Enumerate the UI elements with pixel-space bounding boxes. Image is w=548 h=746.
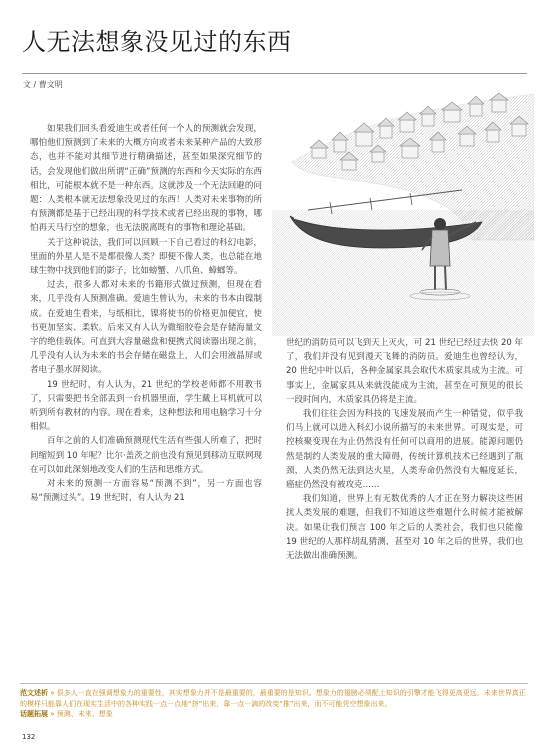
topic-marker: » xyxy=(50,710,55,718)
topic-text: 预测、未来、想象 xyxy=(56,710,113,718)
topic-note xyxy=(20,709,528,720)
article-illustration xyxy=(272,90,534,336)
notes-divider xyxy=(20,683,528,684)
paragraph: 我们知道，世界上有无数优秀的人才正在努力解决这些困扰人类发展的难题，但我们不知道这些难题什么时候才能被解决。如果让我们预言 100 年之后的人类社会，我们也只能像 19 世纪的人那样胡乱猜测，甚至对 10 年之后的世界，我们也无法做出准确预测。 xyxy=(286,494,523,562)
review-note xyxy=(20,688,528,709)
paragraph: 世纪的消防员可以飞到天上灭火，可 21 世纪已经过去快 20 年了，我们并没有见到漫天飞舞的消防员。爱迪生也曾经认为，20 世纪中叶以后，各种金属家具会取代木质家具成为主流。可事实上，金属家具从来就没能成为主流，甚至在可预见的很长一段时间内，木质家具仍将是主流。 xyxy=(286,338,523,405)
paragraph: 对未来的预测一方面容易“预测不到”，另一方面也容易“预测过头”。19 世纪时，有人认为 21 xyxy=(30,479,262,504)
paragraph: 19 世纪时，有人认为，21 世纪的学校老师都不用教书了，只需要把书全部丢到一台机器里面，学生戴上耳机就可以听到所有教材的内容。现在看来，这种想法和用电脑学习十分相似。 xyxy=(30,379,262,433)
review-marker: » xyxy=(50,689,55,697)
review-label: 范文述析 xyxy=(20,689,48,697)
title-divider xyxy=(22,73,527,74)
article-body-left xyxy=(30,122,262,505)
article-title: 人无法想象没见过的东西 xyxy=(22,28,292,56)
paragraph: 关于这种说法，我们可以回顾一下自己看过的科幻电影，里面的外星人是不是都很像人类？即便不像人类，也总能在地球生物中找到他们的影子，比如螃蟹、八爪鱼、蟑螂等。 xyxy=(30,237,262,277)
topic-label: 话题拓展 xyxy=(20,710,48,718)
paragraph: 百年之前的人们准确预测现代生活有些强人所难了，把时间缩短到 10 年呢？比尔·盖茨之前也没有预见到移动互联网现在可以如此深刻地改变人们的生活和思维方式。 xyxy=(30,436,262,475)
paragraph: 我们往往会因为科技的飞速发展而产生一种错觉，似乎我们马上就可以进入科幻小说所描写的未来世界。可现实是，可控核聚变现在为止仍然没有任何可以商用的进展。能源问题仍然是制约人类发展的重大障碍，传统计算机技术已经遇到了瓶颈，人类仍然无法到达火星，人类寿命仍然没有大幅度延长，癌症仍然没有被攻克…… xyxy=(286,409,523,491)
page-number: 132 xyxy=(22,733,36,741)
article-byline: 文 / 曹文明 xyxy=(23,80,63,89)
paragraph: 如果我们回头看爱迪生或者任何一个人的预测就会发现，哪怕他们预测到了未来的大概方向或者未来某种产品的大致形态，也并不能对其细节进行精确描述，甚至如果深究细节的话，会发现他们做出所谓“正确”预测的东西和今天实际的东西相比，可能根本就不是一种东西。这就涉及一个无法回避的问题：人类根本就无法想象没见过的东西！人类对未来事物的所有预测都是基于已经出现的科学技术或者已经出现的事物，哪怕再天马行空的想象，也无法脱离既有的事物和理论基础。 xyxy=(30,124,262,234)
article-body-right xyxy=(286,336,523,563)
review-text: 很多人一直在强调想象力的重要性，其实想象力并不是最重要的，最重要的是知识。想象力的翅膀必须配上知识的引擎才能飞得更高更远，未来世界真正的模样只能靠人们在现实生活中的各种实践一点一点地“挤”出来，靠一点一滴的改变“推”出来，而不可能凭空想象出来。 xyxy=(20,689,526,708)
notes-box xyxy=(20,688,528,720)
paragraph: 过去，很多人都对未来的书籍形式做过预测，但现在看来，几乎没有人预测准确。爱迪生曾认为，未来的书本由镍制成。在爱迪生看来，与纸相比，镍将使书的价格更加便宜，使书更加坚实、柔软。后来又有人认为微缩胶卷会是存储海量文字的绝佳载体。可直到大容量磁盘和便携式阅读器出现之前，几乎没有人认为未来的书会存储在磁盘上，人们会用液晶屏或者电子墨水屏阅读。 xyxy=(30,280,262,376)
